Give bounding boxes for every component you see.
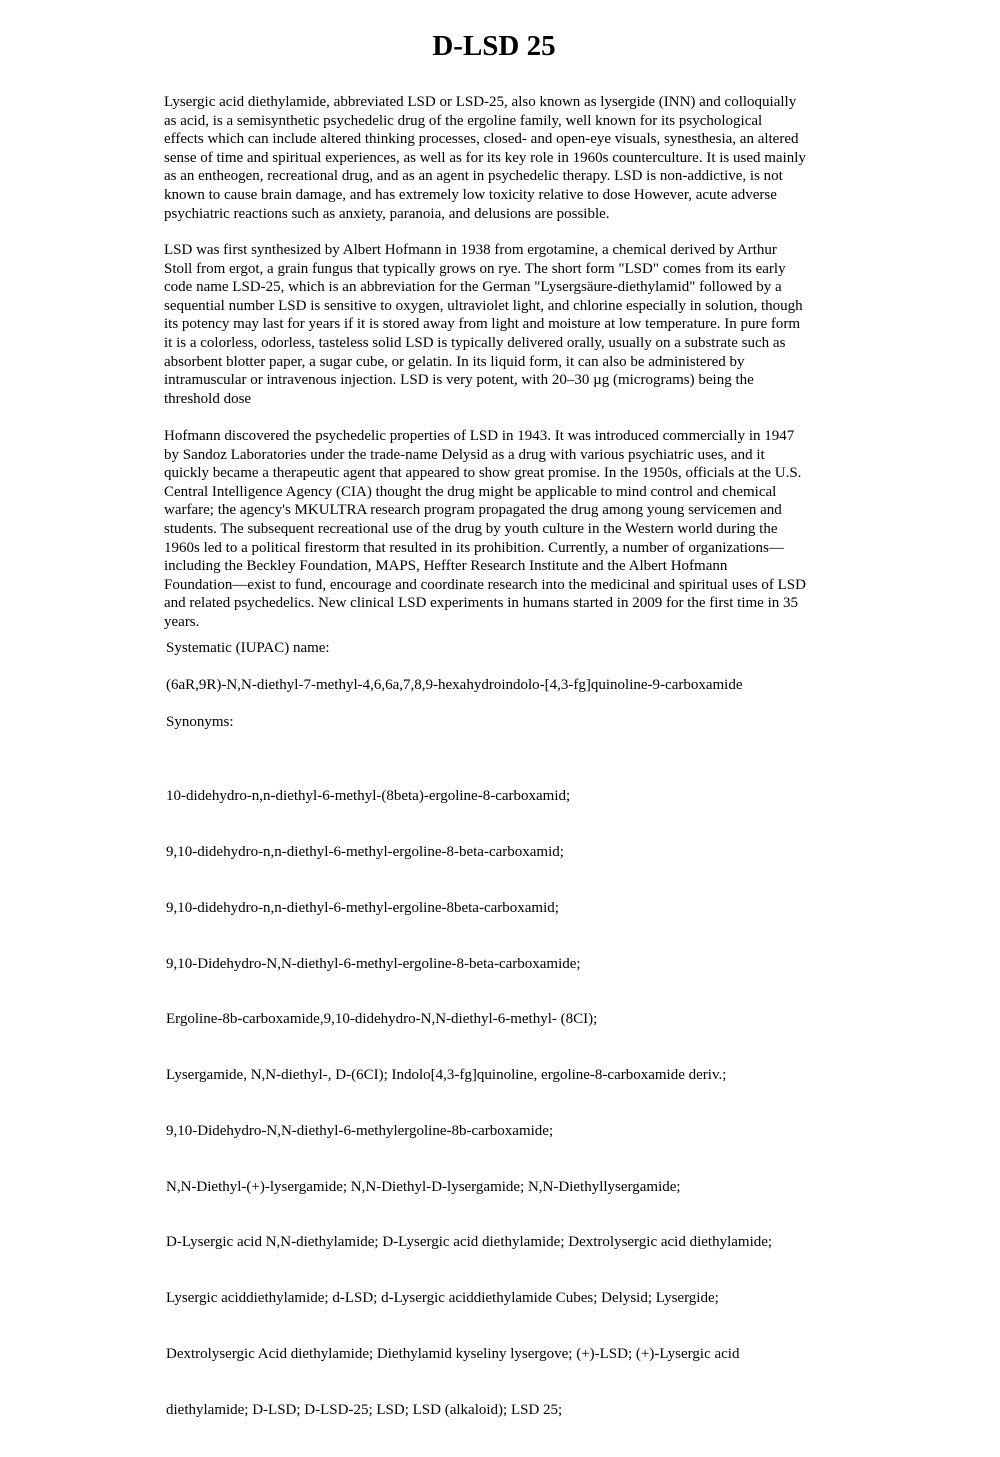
paragraph-line: Central Intelligence Agency (CIA) thought the drug might be applicable to mind control and chemical — [164, 483, 777, 500]
paragraph-line: its potency may last for years if it is stored away from light and moisture at low temperature. In pure form — [164, 316, 801, 333]
synonym-line: Lysergamide, N,N-diethyl-, D-(6CI); Indolo[4,3-fg]quinoline, ergoline-8-carboxamide deriv.; — [166, 1067, 727, 1084]
page-title: D-LSD 25 — [432, 30, 556, 62]
synonym-line: Ergoline-8b-carboxamide,9,10-didehydro-N,N-diethyl-6-methyl- (8CI); — [166, 1011, 598, 1028]
paragraph-line: it is a colorless, odorless, tasteless solid LSD is typically delivered orally, usually on a substrate such as — [164, 334, 786, 351]
synonym-line: 9,10-didehydro-n,n-diethyl-6-methyl-ergoline-8beta-carboxamid; — [166, 899, 559, 916]
synonym-line: 10-didehydro-n,n-diethyl-6-methyl-(8beta)-ergoline-8-carboxamid; — [166, 788, 571, 805]
synonyms-list — [166, 750, 772, 1457]
paragraph-line: Stoll from ergot, a grain fungus that typically grows on rye. The short form "LSD" comes from its early — [164, 260, 786, 277]
paragraph-line: known to cause brain damage, and has extremely low toxicity relative to dose However, acute adverse — [164, 186, 777, 203]
iupac-name: (6aR,9R)-N,N-diethyl-7-methyl-4,6,6a,7,8,9-hexahydroindolo-[4,3-fg]quinoline-9-carboxamide — [166, 677, 743, 693]
paragraph-line: threshold dose — [164, 390, 252, 407]
paragraph-line: including the Beckley Foundation, MAPS, Heffter Research Institute and the Albert Hofmann — [164, 558, 728, 575]
synonym-line: D-Lysergic acid N,N-diethylamide; D-Lysergic acid diethylamide; Dextrolysergic acid diethylamide; — [166, 1234, 773, 1251]
synonym-line: Lysergic aciddiethylamide; d-LSD; d-Lysergic aciddiethylamide Cubes; Delysid; Lysergide; — [166, 1290, 719, 1307]
paragraph-line: effects which can include altered thinking processes, closed- and open-eye visuals, synesthesia, an altered — [164, 131, 799, 148]
paragraph-line: Lysergic acid diethylamide, abbreviated LSD or LSD-25, also known as lysergide (INN) and colloquially — [164, 94, 797, 110]
paragraph-overview — [164, 93, 864, 223]
paragraph-line: warfare; the agency's MKULTRA research program propagated the drug among young servicemen and — [164, 502, 782, 519]
paragraph-line: psychiatric reactions such as anxiety, paranoia, and delusions are possible. — [164, 205, 610, 222]
paragraph-line: absorbent blotter paper, a sugar cube, or gelatin. In its liquid form, it can also be administered by — [164, 353, 745, 370]
paragraph-line: students. The subsequent recreational use of the drug by youth culture in the Western world during the — [164, 520, 778, 537]
paragraph-line: as an entheogen, recreational drug, and as an agent in psychedelic therapy. LSD is non-addictive, is not — [164, 168, 783, 185]
paragraph-line: Hofmann discovered the psychedelic properties of LSD in 1943. It was introduced commercially in 1947 — [164, 428, 795, 444]
synonym-line: 9,10-Didehydro-N,N-diethyl-6-methyl-ergoline-8-beta-carboxamide; — [166, 955, 581, 972]
paragraph-line: quickly became a therapeutic agent that appeared to show great promise. In the 1950s, officials at the U.S. — [164, 465, 802, 482]
paragraph-history — [164, 427, 864, 632]
paragraph-line: code name LSD-25, which is an abbreviation for the German "Lysergsäure-diethylamid" followed by a — [164, 279, 782, 296]
paragraph-line: intramuscular or intravenous injection. LSD is very potent, with 20–30 µg (micrograms) being the — [164, 372, 754, 389]
systematic-name-label: Systematic (IUPAC) name: — [166, 640, 330, 656]
synonym-line: 9,10-didehydro-n,n-diethyl-6-methyl-ergoline-8-beta-carboxamid; — [166, 843, 564, 860]
paragraph-line: sequential number LSD is sensitive to oxygen, ultraviolet light, and chlorine especially in solution, though — [164, 297, 803, 314]
paragraph-line: years. — [164, 613, 200, 630]
paragraph-line: Foundation—exist to fund, encourage and coordinate research into the medicinal and spiritual uses of LSD — [164, 576, 806, 593]
synonym-line: 9,10-Didehydro-N,N-diethyl-6-methylergoline-8b-carboxamide; — [166, 1122, 554, 1139]
paragraph-line: LSD was first synthesized by Albert Hofmann in 1938 from ergotamine, a chemical derived by Arthur — [164, 242, 777, 258]
synonym-line: diethylamide; D-LSD; D-LSD-25; LSD; LSD (alkaloid); LSD 25; — [166, 1401, 563, 1418]
synonyms-label: Synonyms: — [166, 714, 234, 730]
paragraph-line: 1960s led to a political firestorm that resulted in its prohibition. Currently, a number of organizations— — [164, 539, 784, 556]
paragraph-line: and related psychedelics. New clinical LSD experiments in humans started in 2009 for the first time in 35 — [164, 595, 798, 612]
synonym-line: Dextrolysergic Acid diethylamide; Diethylamid kyseliny lysergove; (+)-LSD; (+)-Lysergic acid — [166, 1346, 740, 1362]
synonym-line: N,N-Diethyl-(+)-lysergamide; N,N-Diethyl-D-lysergamide; N,N-Diethyllysergamide; — [166, 1178, 681, 1195]
paragraph-line: sense of time and spiritual experiences, as well as for its key role in 1960s counterculture. It is used mainly — [164, 149, 806, 166]
paragraph-synthesis — [164, 241, 864, 408]
paragraph-line: as acid, is a semisynthetic psychedelic drug of the ergoline family, well known for its psychological — [164, 112, 763, 129]
paragraph-line: by Sandoz Laboratories under the trade-name Delysid as a drug with various psychiatric uses, and it — [164, 446, 765, 463]
